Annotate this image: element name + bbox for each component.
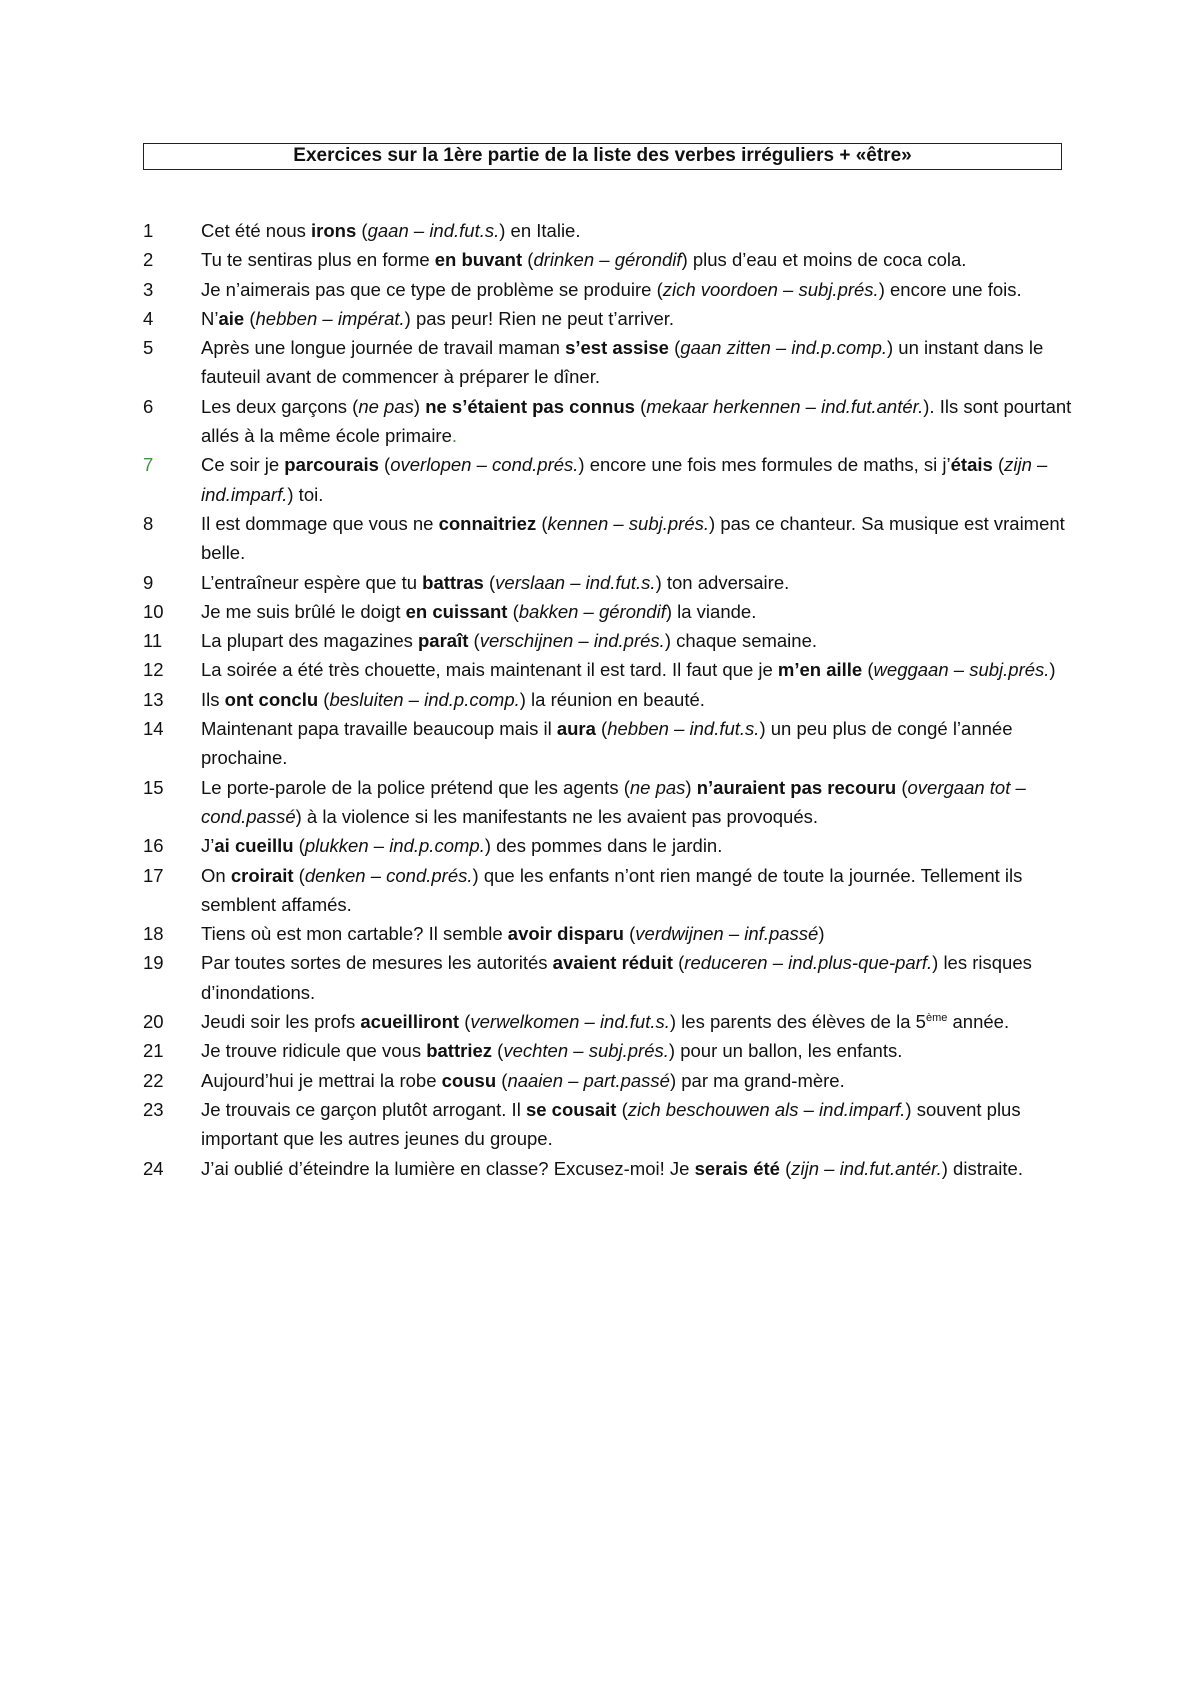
exercise-number: 7 [143, 454, 154, 476]
verb-hint: zich beschouwen als – ind.imparf. [627, 1098, 906, 1120]
text-fragment: N’ [201, 307, 219, 329]
verb-hint: zijn – ind.fut.antér. [791, 1157, 942, 1179]
text-fragment: ( [496, 1069, 508, 1091]
text-fragment: ) un instant dans le fauteuil avant de commencer à préparer le dîner. [201, 337, 1044, 388]
text-fragment: Jeudi soir les profs [201, 1011, 361, 1033]
verb-hint: kennen – subj.prés. [547, 512, 710, 534]
verb-answer: avoir disparu [507, 923, 624, 945]
verb-answer: parcourais [284, 454, 379, 476]
exercise-sentence [201, 509, 1073, 568]
text-fragment: ) [818, 923, 825, 945]
exercise-number: 16 [143, 835, 164, 857]
text-fragment: ( [896, 776, 908, 798]
verb-answer: battras [422, 571, 484, 593]
exercise-sentence [201, 919, 1073, 948]
exercise-item [143, 568, 1073, 597]
text-fragment: ( [468, 630, 480, 652]
text-fragment: ) la réunion en beauté. [519, 688, 705, 710]
text-fragment: Ils [201, 688, 225, 710]
exercise-sentence [201, 216, 1073, 245]
verb-hint: overgaan tot – cond.passé [201, 776, 1026, 827]
text-fragment: ( [293, 835, 305, 857]
text-fragment: ) [1049, 659, 1056, 681]
exercise-number: 23 [143, 1098, 164, 1120]
verb-hint: verdwijnen – inf.passé [635, 923, 819, 945]
verb-answer: ai cueillu [214, 835, 294, 857]
text-fragment: ) que les enfants n’ont rien mangé de toute la journée. Tellement ils semblent affamés. [201, 864, 1023, 915]
exercise-number: 1 [143, 220, 154, 241]
verb-answer: croirait [230, 864, 294, 886]
exercise-sentence [201, 1095, 1073, 1154]
exercise-sentence [201, 450, 1073, 509]
verb-hint: ne pas [629, 776, 686, 798]
text-fragment: ) [685, 776, 697, 798]
verb-answer: m’en aille [777, 659, 863, 681]
exercise-number: 18 [143, 923, 164, 945]
verb-hint: overlopen – cond.prés. [390, 454, 579, 476]
text-fragment: J’ [201, 835, 215, 857]
exercise-list [143, 216, 1073, 1183]
exercise-sentence [201, 333, 1073, 392]
exercise-item [143, 714, 1073, 773]
text-fragment: ( [616, 1098, 628, 1120]
text-fragment: ( [356, 220, 368, 241]
exercise-item [143, 626, 1073, 655]
verb-answer: acueilliront [360, 1011, 460, 1033]
verb-hint: verschijnen – ind.prés. [479, 630, 665, 652]
verb-hint: vechten – subj.prés. [503, 1040, 669, 1062]
verb-hint: bakken – gérondif [518, 600, 666, 622]
verb-answer: ne s’étaient pas connus [425, 395, 635, 417]
exercise-number: 12 [143, 659, 164, 681]
text-fragment: ) toi. [287, 483, 324, 505]
text-fragment: Les deux garçons ( [201, 395, 359, 417]
verb-answer: n’auraient pas recouru [696, 776, 897, 798]
verb-answer: battriez [426, 1040, 493, 1062]
text-fragment: ( [862, 659, 874, 681]
text-fragment: ) en Italie. [499, 220, 581, 241]
text-fragment: ) pas ce chanteur. Sa musique est vraiment belle. [201, 512, 1065, 564]
text-fragment: ( [536, 512, 548, 534]
text-fragment: ) les parents des élèves de la 5 [669, 1011, 926, 1033]
text-fragment: ( [634, 395, 647, 417]
exercise-sentence [201, 714, 1073, 773]
text-fragment: . [451, 425, 458, 447]
exercise-number: 2 [143, 249, 154, 271]
text-fragment: Je n’aimerais pas que ce type de problème se produire ( [201, 278, 663, 300]
exercise-sentence [201, 685, 1073, 714]
text-fragment: ) souvent plus important que les autres jeunes du groupe. [201, 1098, 1021, 1150]
verb-hint: weggaan – subj.prés. [873, 659, 1050, 681]
text-fragment: Le porte-parole de la police prétend que les agents ( [201, 776, 630, 798]
exercise-item [143, 948, 1073, 1007]
exercise-item [143, 450, 1073, 509]
exercise-item [143, 655, 1073, 684]
text-fragment: ) des pommes dans le jardin. [484, 835, 723, 857]
exercise-number: 11 [143, 630, 163, 652]
text-fragment: ) la viande. [665, 600, 757, 622]
text-fragment: ) ton adversaire. [655, 571, 790, 593]
exercise-sentence [201, 773, 1073, 832]
text-fragment: Tu te sentiras plus en forme [201, 249, 435, 271]
exercise-title: Exercices sur la 1ère partie de la liste des verbes irréguliers + «être» [143, 143, 1062, 170]
verb-hint: denken – cond.prés. [304, 864, 473, 886]
exercise-sentence [201, 392, 1073, 451]
exercise-item [143, 392, 1073, 451]
superscript: ème [925, 1011, 948, 1024]
text-fragment: Je trouvais ce garçon plutôt arrogant. Il [201, 1098, 526, 1120]
verb-hint: zijn – ind.imparf. [201, 454, 1048, 505]
text-fragment: ( [507, 600, 519, 622]
verb-answer: cousu [441, 1069, 497, 1091]
text-fragment: La plupart des magazines [201, 630, 418, 652]
exercise-number: 14 [143, 718, 164, 740]
exercise-number: 4 [143, 307, 154, 329]
verb-hint: ne pas [358, 395, 414, 417]
verb-answer: en buvant [434, 249, 523, 271]
exercise-number: 6 [143, 395, 154, 417]
text-fragment: année. [947, 1011, 1010, 1033]
exercise-item [143, 333, 1073, 392]
exercise-sentence [201, 626, 1073, 655]
exercise-number: 22 [143, 1069, 164, 1091]
text-fragment: Après une longue journée de travail maman [201, 337, 566, 359]
text-fragment: Maintenant papa travaille beaucoup mais il [201, 718, 557, 740]
text-fragment: ) à la violence si les manifestants ne les avaient pas provoqués. [295, 805, 819, 827]
exercise-item [143, 919, 1073, 948]
verb-answer: connaitriez [438, 512, 537, 534]
text-fragment: Ce soir je [201, 454, 285, 476]
exercise-number: 10 [143, 600, 164, 622]
exercise-sentence [201, 948, 1073, 1007]
text-fragment: ). Ils sont pourtant allés à la même école primaire [201, 395, 1072, 447]
exercise-item [143, 1007, 1073, 1036]
text-fragment: ) encore une fois. [878, 278, 1022, 300]
exercise-item [143, 1066, 1073, 1095]
exercise-item [143, 773, 1073, 832]
verb-hint: hebben – impérat. [255, 307, 405, 329]
verb-answer: irons [311, 220, 357, 241]
exercise-sentence [201, 275, 1073, 304]
text-fragment: On [201, 864, 231, 886]
text-fragment: ) pas peur! Rien ne peut t’arriver. [404, 307, 675, 329]
text-fragment: ( [623, 923, 636, 945]
text-fragment: ( [992, 454, 1005, 476]
verb-answer: s’est assise [565, 337, 669, 359]
exercise-item [143, 275, 1073, 304]
text-fragment: ) encore une fois mes formules de maths, si j’ [578, 454, 951, 476]
text-fragment: ( [595, 718, 608, 740]
verb-answer: en cuissant [405, 600, 508, 622]
verb-answer: aura [556, 718, 596, 740]
exercise-item [143, 1095, 1073, 1154]
exercise-sentence [201, 568, 1073, 597]
exercise-number: 15 [143, 776, 164, 798]
exercise-sentence [201, 245, 1073, 274]
verb-answer: étais [950, 454, 993, 476]
verb-hint: verwelkomen – ind.fut.s. [470, 1011, 670, 1033]
exercise-sentence [201, 1036, 1073, 1065]
text-fragment: ) distraite. [941, 1157, 1023, 1179]
text-fragment: La soirée a été très chouette, mais maintenant il est tard. Il faut que je [201, 659, 778, 681]
text-fragment: ( [522, 249, 534, 271]
text-fragment: ) par ma grand-mère. [669, 1069, 845, 1091]
verb-answer: avaient réduit [552, 952, 673, 974]
text-fragment: Par toutes sortes de mesures les autorités [201, 952, 553, 974]
verb-answer: serais été [694, 1157, 780, 1179]
verb-hint: zich voordoen – subj.prés. [662, 278, 879, 300]
verb-answer: paraît [418, 630, 469, 652]
exercise-sentence [201, 655, 1073, 684]
exercise-number: 5 [143, 337, 154, 359]
exercise-item [143, 1036, 1073, 1065]
text-fragment: Tiens où est mon cartable? Il semble [201, 923, 508, 945]
text-fragment: ) [413, 395, 426, 417]
verb-hint: reduceren – ind.plus-que-parf. [684, 952, 933, 974]
text-fragment: ( [459, 1011, 471, 1033]
exercise-number: 3 [143, 278, 154, 300]
exercise-sentence [201, 1154, 1073, 1183]
verb-hint: naaien – part.passé [507, 1069, 670, 1091]
exercise-item [143, 1154, 1073, 1183]
verb-answer: se cousait [525, 1098, 617, 1120]
text-fragment: Il est dommage que vous ne [201, 512, 439, 534]
exercise-item [143, 509, 1073, 568]
text-fragment: ( [492, 1040, 504, 1062]
text-fragment: Je me suis brûlé le doigt [201, 600, 406, 622]
text-fragment: ( [779, 1157, 792, 1179]
text-fragment: ( [672, 952, 685, 974]
verb-hint: mekaar herkennen – ind.fut.antér. [646, 395, 924, 417]
exercise-sentence [201, 831, 1073, 860]
exercise-item [143, 685, 1073, 714]
exercise-number: 13 [143, 688, 164, 710]
text-fragment: ) chaque semaine. [664, 630, 818, 652]
verb-answer: ont conclu [224, 688, 319, 710]
exercise-number: 17 [143, 864, 164, 886]
exercise-sentence [201, 304, 1073, 333]
text-fragment: Cet été nous [201, 220, 312, 241]
exercise-item [143, 245, 1073, 274]
exercise-number: 24 [143, 1157, 164, 1179]
text-fragment: ( [244, 307, 256, 329]
text-fragment: ( [378, 454, 391, 476]
exercise-number: 21 [143, 1040, 164, 1062]
exercise-number: 20 [143, 1011, 164, 1033]
verb-hint: gaan zitten – ind.p.comp. [680, 337, 887, 359]
verb-hint: gaan – ind.fut.s. [367, 220, 500, 241]
exercise-sentence [201, 597, 1073, 626]
exercise-item [143, 597, 1073, 626]
verb-hint: hebben – ind.fut.s. [607, 718, 760, 740]
verb-hint: besluiten – ind.p.comp. [329, 688, 520, 710]
exercise-number: 8 [143, 512, 154, 534]
text-fragment: ( [483, 571, 496, 593]
text-fragment: ) les risques d’inondations. [201, 952, 1032, 1003]
text-fragment: ( [668, 337, 681, 359]
exercise-item [143, 216, 1073, 245]
text-fragment: ) pour un ballon, les enfants. [668, 1040, 903, 1062]
text-fragment: Aujourd’hui je mettrai la robe [201, 1069, 442, 1091]
exercise-sentence [201, 1007, 1073, 1036]
exercise-number: 9 [143, 571, 154, 593]
verb-hint: drinken – gérondif [533, 249, 682, 271]
exercise-sentence [201, 861, 1073, 920]
text-fragment: ) un peu plus de congé l’année prochaine. [201, 718, 1013, 769]
exercise-item [143, 304, 1073, 333]
text-fragment: J’ai oublié d’éteindre la lumière en classe? Excusez-moi! Je [201, 1157, 695, 1179]
text-fragment: ) plus d’eau et moins de coca cola. [681, 249, 967, 271]
exercise-item [143, 831, 1073, 860]
verb-answer: aie [218, 307, 245, 329]
verb-hint: verslaan – ind.fut.s. [495, 571, 656, 593]
text-fragment: L’entraîneur espère que tu [201, 571, 423, 593]
text-fragment: Je trouve ridicule que vous [201, 1040, 427, 1062]
verb-hint: plukken – ind.p.comp. [304, 835, 485, 857]
text-fragment: ( [318, 688, 330, 710]
exercise-sentence [201, 1066, 1073, 1095]
exercise-number: 19 [143, 952, 164, 974]
exercise-item [143, 861, 1073, 920]
text-fragment: ( [293, 864, 305, 886]
